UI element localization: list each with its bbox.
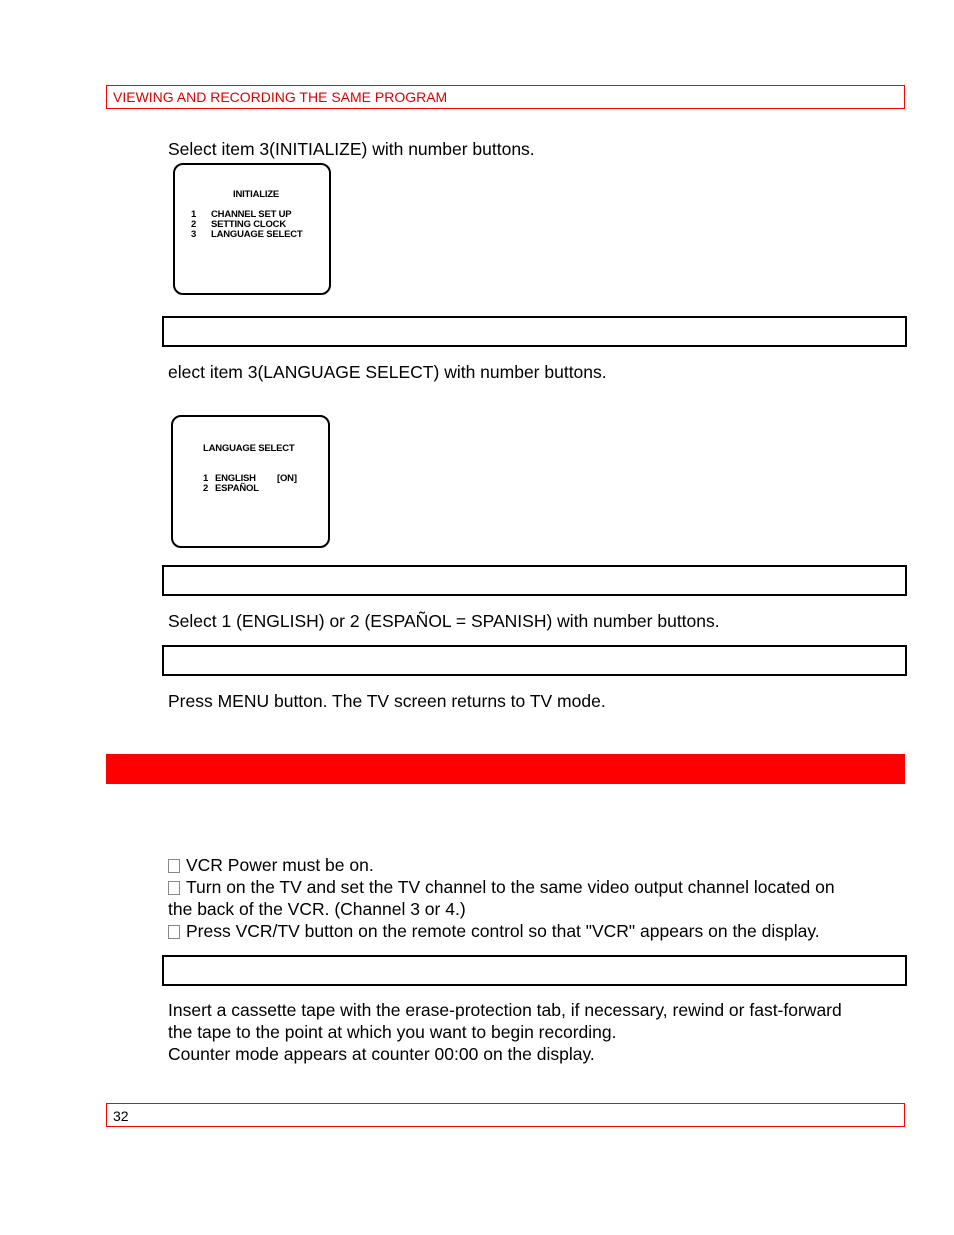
language-item-num: 1 [203,473,209,484]
section-heading-bar [106,754,905,784]
initialize-item-num: 2 [191,219,197,230]
initialize-item-label: SETTING CLOCK [211,219,286,230]
recording-line: the tape to the point at which you want to begin recording. [168,1022,617,1042]
page-number: 32 [113,1108,129,1124]
recording-line: Counter mode appears at counter 00:00 on the display. [168,1044,595,1064]
initialize-item-label: LANGUAGE SELECT [211,229,303,240]
initialize-item-num: 1 [191,209,197,220]
language-item-label: ESPAÑOL [215,483,259,494]
recording-instructions [168,999,903,1065]
step-select-language: elect item 3(LANGUAGE SELECT) with number buttons. [168,362,607,382]
page-header [106,85,905,109]
step-press-menu: Press MENU button. The TV screen returns to TV mode. [168,691,606,711]
step-box [162,955,907,986]
preparation-item: VCR Power must be on. [168,854,898,876]
initialize-screen-title: INITIALIZE [233,189,280,200]
language-screen-title: LANGUAGE SELECT [203,443,295,454]
step-box [162,316,907,347]
checkbox-bullet-icon [168,925,180,939]
step-select-initialize: Select item 3(INITIALIZE) with number buttons. [168,139,535,159]
language-item-status: [ON] [277,473,297,484]
initialize-item-label: CHANNEL SET UP [211,209,292,220]
header-title: VIEWING AND RECORDING THE SAME PROGRAM [113,89,448,105]
initialize-screen-illustration [173,163,331,295]
language-item-label: ENGLISH [215,473,256,484]
step-box [162,565,907,596]
initialize-item-num: 3 [191,229,197,240]
language-screen-illustration [171,415,330,548]
preparation-item: Turn on the TV and set the TV channel to the same video output channel located on [168,876,898,898]
checkbox-bullet-icon [168,881,180,895]
preparation-item: Press VCR/TV button on the remote control so that "VCR" appears on the display. [168,920,898,942]
preparation-list [168,854,898,942]
recording-line: Insert a cassette tape with the erase-protection tab, if necessary, rewind or fast-forward [168,1000,842,1020]
checkbox-bullet-icon [168,859,180,873]
preparation-item-continued: the back of the VCR. (Channel 3 or 4.) [168,899,466,919]
page-footer [106,1103,905,1127]
language-item-num: 2 [203,483,209,494]
step-box [162,645,907,676]
step-select-english: Select 1 (ENGLISH) or 2 (ESPAÑOL = SPANISH) with number buttons. [168,611,720,631]
